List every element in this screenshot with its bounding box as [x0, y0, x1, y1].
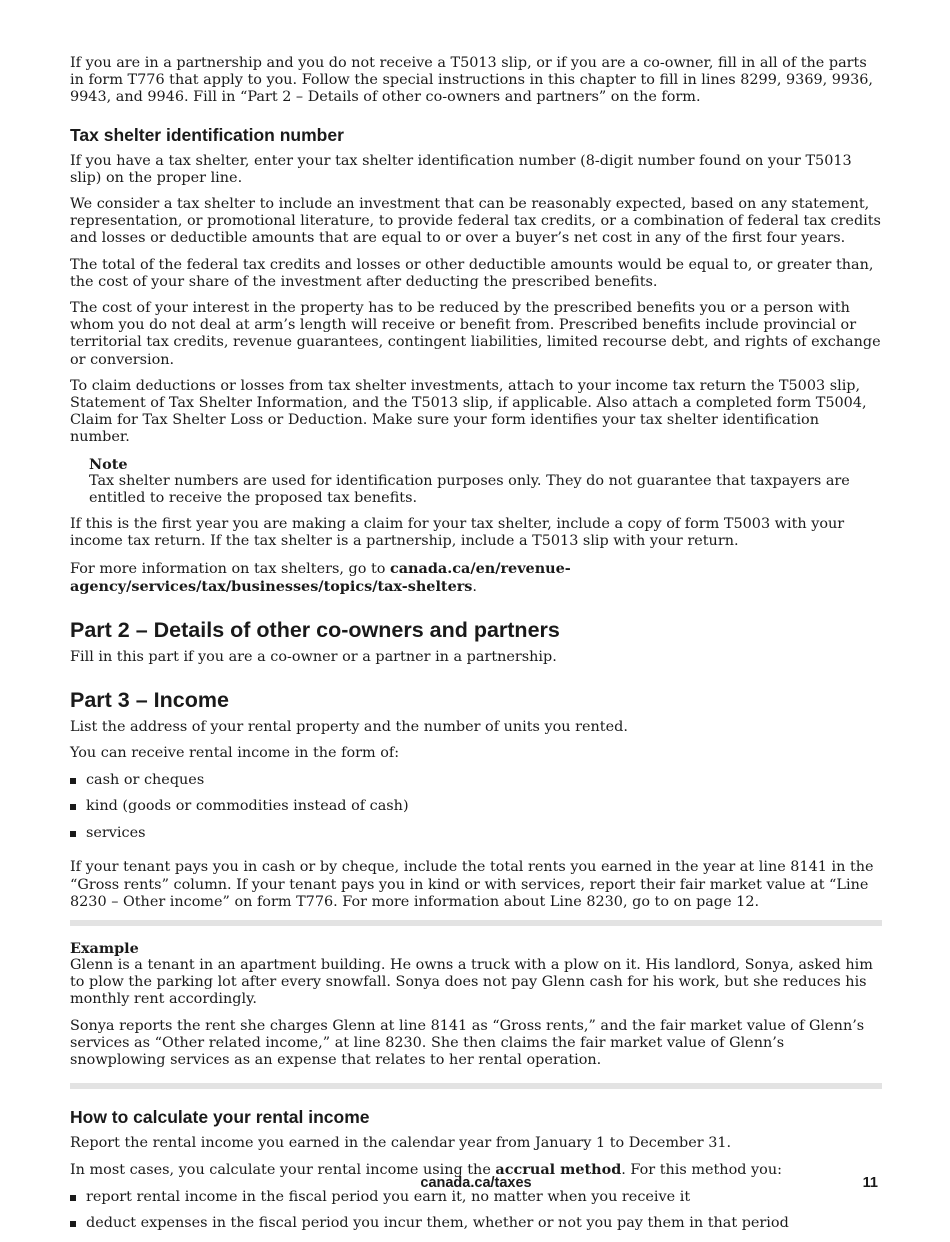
part3-heading: Part 3 – Income — [70, 688, 229, 713]
accrual-method-list — [70, 1189, 882, 1233]
example-paragraph-2: Sonya reports the rent she charges Glenn at line 8141 as “Gross rents,” and the fair market value of Glenn’s services as “Other related income,” at line 8230. She then claims the fair market value of Glenn’s snowplowing services as an expense that relates to her rental operation. — [70, 1017, 865, 1068]
list-item-text: kind (goods or commodities instead of cash) — [86, 798, 409, 815]
footer-url[interactable]: canada.ca/taxes — [420, 1175, 532, 1191]
example-paragraph-1: Glenn is a tenant in an apartment building. He owns a truck with a plow on it. His landlord, Sonya, asked him to plow the parking lot after every snowfall. Sonya does not pay Glenn cash for his work, but she reduces his monthly rent accordingly. — [70, 956, 873, 1008]
bullet-icon — [70, 1221, 76, 1227]
bullet-icon — [70, 831, 76, 837]
calc-heading: How to calculate your rental income — [70, 1107, 370, 1128]
tax-shelter-paragraph-1: If you have a tax shelter, enter your tax shelter identification number (8-digit number found on your T5013 slip) on the proper line. — [70, 152, 852, 186]
more-info-suffix: . — [472, 578, 477, 595]
example-top-divider — [70, 920, 882, 926]
page-content — [70, 55, 882, 1242]
example-box — [70, 940, 882, 1069]
note-label: Note — [89, 455, 128, 473]
part3-paragraph-3: If your tenant pays you in cash or by cheque, include the total rents you earned in the year at line 8141 in the “Gross rents” column. If your tenant pays you in kind or with services, report their fair market value at “Line 8230 – Other income” on form T776. For more information about Line 8230, go to on page 12. — [70, 859, 874, 910]
bullet-icon — [70, 1195, 76, 1201]
accrual-method-term: accrual method — [495, 1161, 622, 1179]
calc-p2-prefix: In most cases, you calculate your rental income using the — [70, 1162, 496, 1179]
bullet-icon — [70, 804, 76, 810]
intro-paragraph: If you are in a partnership and you do not receive a T5013 slip, or if you are a co-owner, fill in all of the parts in form T776 that apply to you. Follow the special instructions in this chapter to fill in lines 8299, 9369, 9936, 9943, and 9946. Fill in “Part 2 – Details of other co-owners and partners” on the form. — [70, 55, 873, 106]
note-text: Tax shelter numbers are used for identification purposes only. They do not guarantee that taxpayers are entitled to receive the proposed tax benefits. — [89, 472, 850, 507]
part2-heading: Part 2 – Details of other co-owners and partners — [70, 618, 560, 643]
income-forms-list — [70, 772, 882, 843]
list-item-text: services — [86, 825, 146, 842]
page-number: 11 — [862, 1175, 878, 1191]
calc-paragraph-1: Report the rental income you earned in the calendar year from January 1 to December 31. — [70, 1135, 732, 1152]
tax-shelter-paragraph-2: We consider a tax shelter to include an investment that can be reasonably expected, based on any statement, representation, or promotional literature, to provide federal tax credits, or a combination of federal tax credits and losses or deductible amounts that are equal to or over a buyer’s net cost in any of the first four years. — [70, 196, 881, 247]
part3-paragraph-1: List the address of your rental property and the number of units you rented. — [70, 719, 628, 736]
list-item-text: deduct expenses in the fiscal period you incur them, whether or not you pay them in that period — [86, 1215, 789, 1232]
list-item — [70, 1189, 882, 1206]
tax-shelter-paragraph-3: The total of the federal tax credits and losses or other deductible amounts would be equal to, or greater than, the cost of your share of the investment after deducting the prescribed benefits. — [70, 256, 874, 290]
part2-paragraph: Fill in this part if you are a co-owner or a partner in a partnership. — [70, 649, 557, 666]
bullet-icon — [70, 778, 76, 784]
more-info-prefix: For more information on tax shelters, go to — [70, 560, 390, 577]
note-box — [89, 456, 882, 508]
part3-paragraph-2: You can receive rental income in the form of: — [70, 745, 400, 762]
list-item-text: report rental income in the fiscal period you earn it, no matter when you receive it — [86, 1188, 691, 1205]
tax-shelter-paragraph-4: The cost of your interest in the property has to be reduced by the prescribed benefits you or a person with whom you do not deal at arm’s length will receive or benefit from. Prescribed benefits include provincial or territorial tax credits, revenue guarantees, contingent liabilities, limited recourse debt, and rights of exchange or conversion. — [70, 300, 881, 368]
tax-shelter-paragraph-6: If this is the first year you are making a claim for your tax shelter, include a copy of form T5003 with your income tax return. If the tax shelter is a partnership, include a T5013 slip with your return. — [70, 516, 845, 550]
example-label: Example — [70, 939, 139, 957]
tax-shelter-heading: Tax shelter identification number — [70, 124, 344, 145]
list-item — [70, 798, 882, 815]
example-bottom-divider — [70, 1083, 882, 1089]
tax-shelter-paragraph-7 — [70, 560, 882, 596]
tax-shelter-paragraph-5: To claim deductions or losses from tax shelter investments, attach to your income tax return the T5003 slip, Statement of Tax Shelter Information, and the T5013 slip, if applicable. Also attach a completed form T5004, Claim for Tax Shelter Loss or Deduction. Make sure your form identifies your tax shelter identification number. — [70, 377, 867, 446]
list-item — [70, 825, 882, 842]
calc-p2-suffix: . For this method you: — [621, 1162, 782, 1179]
list-item — [70, 772, 882, 789]
tax-shelters-link[interactable]: canada.ca/en/revenue-agency/services/tax/businesses/topics/tax-shelters — [70, 559, 571, 595]
list-item-text: cash or cheques — [86, 771, 205, 788]
